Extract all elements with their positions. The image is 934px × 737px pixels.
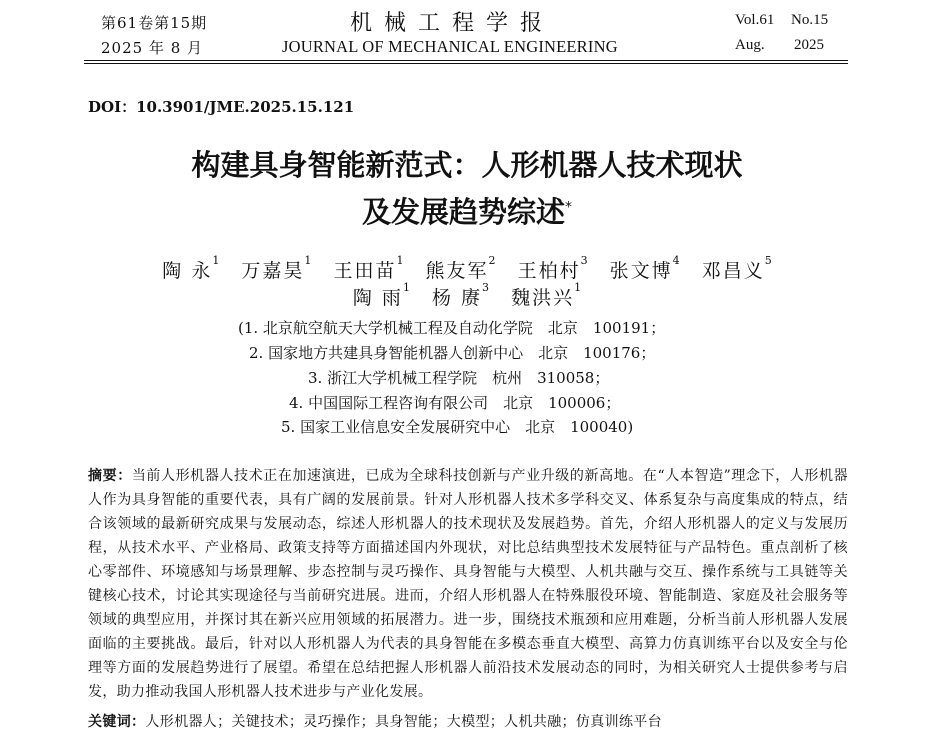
doi: DOI：10.3901/JME.2025.15.121	[88, 98, 355, 116]
author: 万嘉昊$^1$	[241, 254, 312, 282]
journal-title-en: JOURNAL OF MECHANICAL ENGINEERING	[282, 37, 618, 56]
keywords-label: 关键词：	[88, 714, 146, 730]
abstract	[88, 464, 848, 704]
author: 陶 雨$^1$	[352, 281, 410, 309]
abstract-text: 当前人形机器人技术正在加速演进，已成为全球科技创新与产业升级的新高地。在“人本智造”理念下，人形机器人作为具身智能的重要代表，具有广阔的发展前景。针对人形机器人技术多学科交叉、体系复杂与高度集成的特点，结合该领域的最新研究成果与发展动态，综述人形机器人的技术现状及发展趋势。首先，介绍人形机器人的定义与发展历程，从技术水平、产业格局、政策支持等方面描述国内外现状，对比总结典型技术发展特征与产品特色。重点剖析了核心零部件、环境感知与场景理解、步态控制与灵巧操作、具身智能与大模型、人机共融与交互、操作系统与工具链等关键核心技术，讨论其实现途径与当前研究进展。进而，介绍人形机器人在特殊服役环境、智能制造、家庭及社会服务等领域的典型应用，并探讨其在新兴应用领域的拓展潜力。进一步，围绕技术瓶颈和应用难题，分析当前人形机器人发展面临的主要挑战。最后，针对以人形机器人为代表的具身智能在多模态垂直大模型、高算力仿真训练平台以及安全与伦理等方面的发展趋势进行了展望。希望在总结把握人形机器人前沿技术发展动态的同时，为相关研究人士提供参考与启发，助力推动我国人形机器人技术进步与产业化发展。	[88, 468, 848, 700]
author: 王柏村$^3$	[517, 254, 588, 282]
month-en: Aug.	[735, 37, 765, 53]
author: 张文博$^4$	[609, 254, 680, 282]
title-line-1: 构建具身智能新范式：人形机器人技术现状	[191, 148, 743, 182]
title-footnote-mark: *	[565, 199, 572, 216]
author: 熊友军$^2$	[425, 254, 496, 282]
author: 陶 永$^1$	[162, 254, 220, 282]
keywords	[88, 710, 848, 734]
author: 王田苗$^1$	[333, 254, 404, 282]
abstract-label: 摘要：	[88, 468, 132, 484]
author: 魏洪兴$^1$	[511, 281, 582, 309]
author: 邓昌义$^5$	[701, 254, 772, 282]
affiliation-2: 2. 国家地方共建具身智能机器人创新中心 北京 100176；	[249, 344, 656, 362]
volume-issue-cn: 第61卷第15期	[101, 14, 208, 32]
issue-en: No.15	[791, 12, 829, 28]
header-rule-bottom	[84, 63, 848, 64]
authors-row-2	[0, 283, 934, 310]
authors-row-1	[0, 256, 934, 283]
volume-en: Vol.61	[735, 12, 775, 28]
title-line-2-text: 及发展趋势综述	[361, 195, 565, 229]
journal-title-cn: 机械工程学报	[350, 11, 555, 36]
affiliation-3: 3. 浙江大学机械工程学院 杭州 310058；	[308, 369, 610, 387]
affiliation-4: 4. 中国国际工程咨询有限公司 北京 100006；	[289, 394, 621, 412]
header-rule-top	[84, 60, 848, 61]
keywords-text: 人形机器人；关键技术；灵巧操作；具身智能；大模型；人机共融；仿真训练平台	[145, 714, 663, 730]
affiliation-1: (1. 北京航空航天大学机械工程及自动化学院 北京 100191；	[238, 319, 666, 337]
year-en: 2025	[794, 37, 824, 53]
title-line-2	[0, 190, 934, 231]
affiliation-5: 5. 国家工业信息安全发展研究中心 北京 100040)	[281, 418, 634, 436]
author: 杨 赓$^3$	[431, 281, 490, 309]
date-cn: 2025 年 8 月	[101, 39, 204, 57]
